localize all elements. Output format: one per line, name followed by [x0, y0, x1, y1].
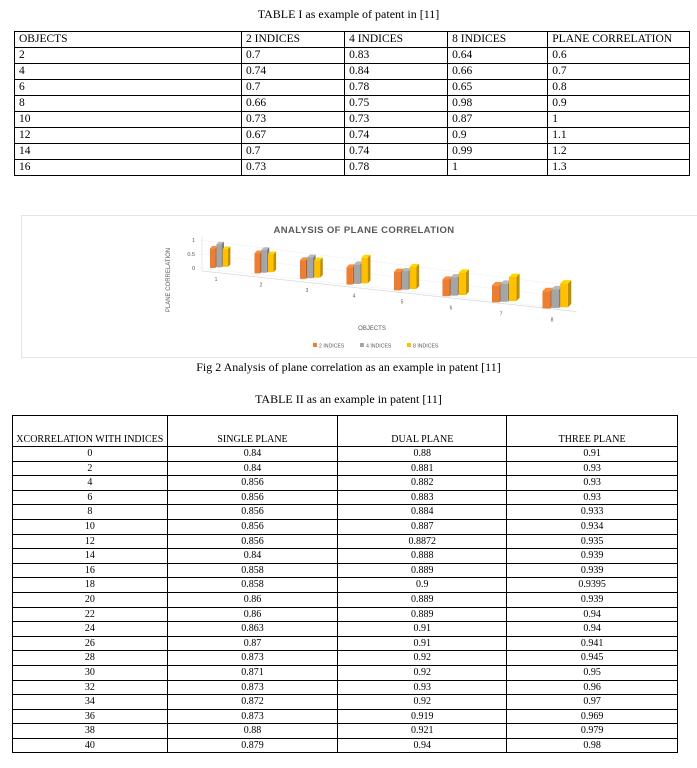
table-cell: 0.93 [507, 476, 678, 491]
table-row [15, 128, 690, 144]
legend-swatch [360, 343, 364, 347]
chart-bar [402, 271, 409, 290]
chart-bar [394, 272, 401, 291]
table-cell: 0.939 [507, 549, 678, 564]
table-cell: 34 [13, 695, 168, 710]
chart-ytick-label: 0 [191, 266, 195, 272]
chart-bar [361, 258, 367, 284]
legend-swatch [313, 343, 317, 347]
table-row [13, 651, 678, 666]
table-cell: 0.921 [338, 724, 507, 739]
table2-header-row [13, 416, 678, 447]
legend-label: 4 INDICES [366, 343, 392, 350]
table-cell: 0.99 [448, 144, 548, 160]
chart-bar [560, 284, 568, 308]
table-cell: 0.94 [507, 607, 678, 622]
table-cell: 0.84 [345, 64, 448, 80]
table-cell: 0.879 [167, 738, 338, 753]
table-cell: 6 [15, 80, 242, 96]
table-row [13, 534, 678, 549]
table-cell: 0.873 [167, 651, 338, 666]
chart-bar [347, 267, 353, 284]
table-cell: 2 [13, 461, 168, 476]
table-cell: 1.1 [548, 128, 690, 144]
table-cell: 0.66 [448, 64, 548, 80]
table-cell: 0.84 [167, 461, 338, 476]
chart-bar [443, 280, 450, 297]
chart-xtick-label: 2 [259, 282, 263, 289]
table-cell: 0.934 [507, 519, 678, 534]
table-cell: 18 [13, 578, 168, 593]
table-row [13, 549, 678, 564]
chart-xtick-label: 6 [449, 305, 453, 312]
table-cell: 0.6 [548, 48, 690, 64]
chart-bar-side [568, 280, 571, 307]
table-cell: 30 [13, 665, 168, 680]
chart-bar [459, 273, 466, 296]
table-cell: 0.75 [345, 96, 448, 112]
table-cell: 0.888 [338, 549, 507, 564]
table-cell: 0.83 [345, 48, 448, 64]
table-cell: 0.92 [338, 651, 507, 666]
chart-bar-side [416, 264, 419, 289]
table-row [13, 490, 678, 505]
table-cell: 0.8872 [338, 534, 507, 549]
table-cell: 0.8 [548, 80, 690, 96]
table-cell: 0.86 [167, 607, 338, 622]
table-cell: 0.67 [242, 128, 345, 144]
table-cell: 28 [13, 651, 168, 666]
figure-caption: Fig 2 Analysis of plane correlation as an example in patent [11] [196, 360, 501, 374]
table-cell: 0.856 [167, 476, 338, 491]
chart-bar [509, 277, 516, 301]
table-row [13, 578, 678, 593]
table-cell: 0.95 [507, 665, 678, 680]
table-cell: 1.2 [548, 144, 690, 160]
table-cell: 0.935 [507, 534, 678, 549]
chart-bar [223, 249, 228, 267]
table-cell: 8 [15, 96, 242, 112]
table-cell: 0.873 [167, 680, 338, 695]
table2-header-cell: THREE PLANE [507, 416, 678, 447]
table-cell: 6 [13, 490, 168, 505]
table1 [14, 31, 690, 176]
table-cell: 0.73 [242, 160, 345, 176]
chart-bar-side [466, 269, 469, 295]
table-cell: 0.84 [167, 447, 338, 462]
table-cell: 0.9395 [507, 578, 678, 593]
table-cell: 0.88 [338, 447, 507, 462]
table-cell: 16 [15, 160, 242, 176]
table-cell: 0.74 [242, 64, 345, 80]
chart-xtick-label: 7 [499, 311, 503, 318]
table-cell: 0.87 [448, 112, 548, 128]
table-cell: 0.856 [167, 505, 338, 520]
table-cell: 0.889 [338, 592, 507, 607]
table-cell: 0.883 [338, 490, 507, 505]
table-cell: 0.863 [167, 622, 338, 637]
table-row [13, 592, 678, 607]
legend-label: 2 INDICES [319, 343, 345, 350]
table-cell: 0.78 [345, 160, 448, 176]
table-cell: 0.92 [338, 665, 507, 680]
table-cell: 0.881 [338, 461, 507, 476]
chart-xlabel: OBJECTS [358, 326, 386, 332]
table-cell: 0.939 [507, 563, 678, 578]
chart-bar-side [368, 255, 371, 284]
chart-bar-side [274, 252, 277, 273]
table-cell: 1 [548, 112, 690, 128]
table-cell: 0.889 [338, 607, 507, 622]
table-cell: 0.9 [448, 128, 548, 144]
table-cell: 20 [13, 592, 168, 607]
table-cell: 40 [13, 738, 168, 753]
table-cell: 0.858 [167, 578, 338, 593]
chart-bar [492, 285, 499, 302]
table-cell: 0.65 [448, 80, 548, 96]
table-cell: 1 [448, 160, 548, 176]
table-row [13, 709, 678, 724]
table-cell: 0.858 [167, 563, 338, 578]
chart-bar [255, 253, 261, 273]
table-row [13, 607, 678, 622]
table-cell: 4 [15, 64, 242, 80]
chart-bar [451, 277, 458, 296]
table1-header-cell: 8 INDICES [448, 32, 548, 48]
table-cell: 4 [13, 476, 168, 491]
table-cell: 0.9 [338, 578, 507, 593]
table-cell: 0.87 [167, 636, 338, 651]
legend-swatch [407, 343, 411, 347]
chart-bar [501, 284, 508, 302]
chart-bar [300, 260, 306, 279]
table-cell: 0.91 [338, 622, 507, 637]
table-cell: 0.872 [167, 695, 338, 710]
table-cell: 0.856 [167, 519, 338, 534]
table-cell: 38 [13, 724, 168, 739]
table-cell: 0.7 [242, 48, 345, 64]
table-cell: 0.979 [507, 724, 678, 739]
chart-ytick-label: 0.5 [187, 252, 195, 258]
table-cell: 0.73 [345, 112, 448, 128]
table-row [15, 160, 690, 176]
table-cell: 0.93 [507, 490, 678, 505]
chart-xtick-label: 8 [550, 317, 554, 324]
table-cell: 1.3 [548, 160, 690, 176]
table-row [13, 447, 678, 462]
table-cell: 0.74 [345, 128, 448, 144]
chart-xtick-label: 3 [305, 287, 309, 294]
table-cell: 14 [15, 144, 242, 160]
chart-svg [22, 216, 697, 357]
table-cell: 24 [13, 622, 168, 637]
chart-xtick-label: 4 [352, 293, 356, 300]
table-row [15, 64, 690, 80]
table-row [13, 665, 678, 680]
legend-label: 8 INDICES [413, 343, 439, 350]
table-cell: 0.92 [338, 695, 507, 710]
chart-title: ANALYSIS OF PLANE CORRELATION [273, 225, 455, 236]
table-cell: 0.933 [507, 505, 678, 520]
table-row [13, 461, 678, 476]
table-cell: 0.873 [167, 709, 338, 724]
table-row [13, 622, 678, 637]
table-cell: 16 [13, 563, 168, 578]
chart-xtick-label: 1 [214, 277, 218, 283]
table1-header-cell: OBJECTS [15, 32, 242, 48]
chart-bar [551, 289, 559, 308]
chart-bar [354, 264, 360, 284]
chart-xtick-label: 5 [400, 299, 404, 306]
chart-bar [261, 250, 267, 273]
table-cell: 36 [13, 709, 168, 724]
table-cell: 0.94 [507, 622, 678, 637]
table1-header-cell: PLANE CORRELATION [548, 32, 690, 48]
table-cell: 14 [13, 549, 168, 564]
table1-header-cell: 2 INDICES [242, 32, 345, 48]
table-row [15, 112, 690, 128]
table-row [13, 519, 678, 534]
table-cell: 0.882 [338, 476, 507, 491]
table-cell: 0.887 [338, 519, 507, 534]
chart-bar [210, 248, 215, 268]
table1-header-row [15, 32, 690, 48]
table-cell: 22 [13, 607, 168, 622]
table-cell: 0.86 [167, 592, 338, 607]
table2 [12, 415, 678, 753]
chart-bar [410, 267, 417, 289]
table-row [13, 476, 678, 491]
table1-caption: TABLE I as example of patent in [11] [257, 7, 440, 21]
table-row [13, 724, 678, 739]
table-cell: 0.939 [507, 592, 678, 607]
table-cell: 0.96 [507, 680, 678, 695]
table-cell: 0.919 [338, 709, 507, 724]
table-cell: 0.93 [507, 461, 678, 476]
chart-floor-line [202, 271, 577, 312]
table2-header-cell: SINGLE PLANE [167, 416, 338, 447]
table2-header-cell: DUAL PLANE [338, 416, 507, 447]
table-cell: 0.98 [448, 96, 548, 112]
table-cell: 0.64 [448, 48, 548, 64]
table-row [15, 48, 690, 64]
table-row [15, 144, 690, 160]
table-cell: 0.871 [167, 665, 338, 680]
chart-ytick-label: 1 [191, 238, 195, 244]
table-cell: 0.66 [242, 96, 345, 112]
table-cell: 0.9 [548, 96, 690, 112]
table-cell: 0.945 [507, 651, 678, 666]
chart-bar [268, 254, 274, 272]
table-cell: 0.98 [507, 738, 678, 753]
table-cell: 0.88 [167, 724, 338, 739]
table-cell: 0.7 [548, 64, 690, 80]
chart-bar-side [320, 258, 323, 278]
table2-header-cell: XCORRELATION WITH INDICES [13, 416, 168, 447]
chart-bar-side [228, 246, 230, 266]
table-row [13, 563, 678, 578]
chart-ylabel: PLANE CORRELATION [166, 247, 172, 313]
table-cell: 10 [13, 519, 168, 534]
table-cell: 0.941 [507, 636, 678, 651]
chart-bar [543, 291, 551, 308]
table-cell: 26 [13, 636, 168, 651]
table-cell: 0.74 [345, 144, 448, 160]
table-cell: 0.969 [507, 709, 678, 724]
table-cell: 0.856 [167, 534, 338, 549]
table-cell: 0.97 [507, 695, 678, 710]
table-cell: 0.856 [167, 490, 338, 505]
chart-bar [314, 260, 320, 277]
table-row [13, 695, 678, 710]
table-cell: 0.884 [338, 505, 507, 520]
table-cell: 10 [15, 112, 242, 128]
table-cell: 0.78 [345, 80, 448, 96]
table-cell: 2 [15, 48, 242, 64]
table-cell: 8 [13, 505, 168, 520]
chart-bar-side [516, 274, 519, 301]
chart-bar [307, 257, 313, 278]
table-cell: 0.7 [242, 144, 345, 160]
table-row [13, 680, 678, 695]
table-cell: 0 [13, 447, 168, 462]
table-cell: 12 [13, 534, 168, 549]
table-cell: 0.93 [338, 680, 507, 695]
table-row [15, 96, 690, 112]
table-cell: 32 [13, 680, 168, 695]
chart-gridline [200, 240, 563, 285]
table-cell: 12 [15, 128, 242, 144]
table-cell: 0.94 [338, 738, 507, 753]
table-row [13, 505, 678, 520]
table1-header-cell: 4 INDICES [345, 32, 448, 48]
table-cell: 0.91 [507, 447, 678, 462]
table-cell: 0.889 [338, 563, 507, 578]
table-cell: 0.84 [167, 549, 338, 564]
table2-caption: TABLE II as an example in patent [11] [255, 392, 442, 406]
chart-bar [216, 244, 221, 267]
table-cell: 0.91 [338, 636, 507, 651]
table-row [13, 636, 678, 651]
table-cell: 0.7 [242, 80, 345, 96]
table-row [13, 738, 678, 753]
chart-figure [21, 215, 697, 358]
table-row [15, 80, 690, 96]
table-cell: 0.73 [242, 112, 345, 128]
